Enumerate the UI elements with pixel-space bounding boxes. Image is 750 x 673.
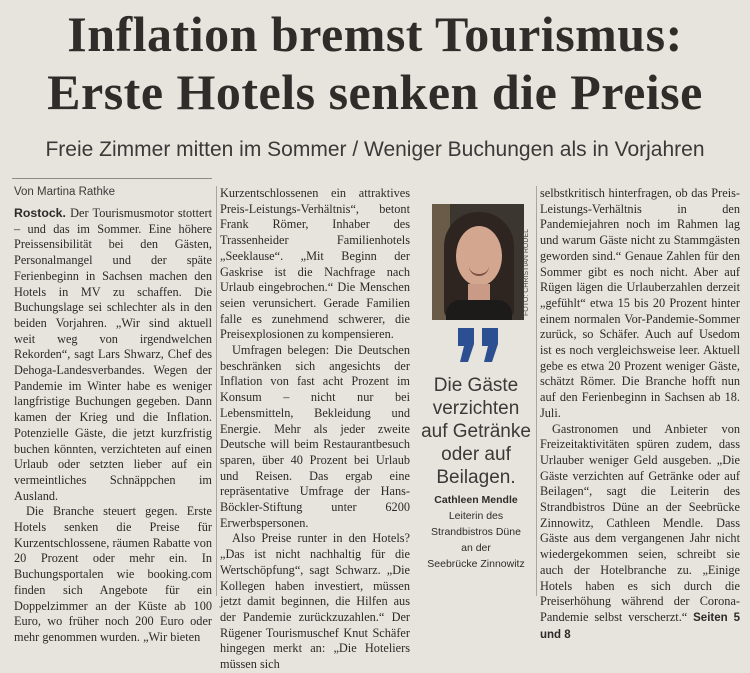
article-paragraph	[540, 422, 740, 644]
portrait-photo	[432, 204, 524, 320]
byline-rule	[12, 178, 212, 179]
byline: Von Martina Rathke	[14, 186, 116, 198]
article-paragraph: selbstkritisch hinterfragen, ob das Preis-Leistungs-Verhältnis in den Pandemiejahren noch im Rahmen lag und warum Gäste nicht zu Stammgästen geworden sind.“ Genaue Zahlen für den Sommer gibt es noch nicht. Aber auf Rügen lägen die Urlauberzahlen derzeit „gefühlt“ etwa 15 bis 20 Prozent hinter einem normalen Vor-Pandemie-Sommer zurück, so Schäfer. Auch auf Usedom ist es noch vergleichsweise leer. Aktuell gebe es etwa 20 Prozent weniger Gäste, schätzt Römer. Die Branche hofft nun auf den Ferienbeginn in Sachsen ab 18. Juli.	[540, 186, 740, 420]
article-text: Gastronomen und Anbieter von Freizeitaktivitäten spüren zudem, dass Urlauber weniger Geld ausgeben. „Die Gäste verzichten auf Getränke oder auf Beilagen“, sagt die Leiterin des Strandbistros Düne an der Seebrücke Zinnowitz, Cathleen Mendle. Dass Gäste aus dem vergangenen Jahr nicht wiedergekommen seien, schreibt sie auch der Hotelbranche zu. „Einige Hotels haben es sich durch die Preiserhöhung während der Corona-Pandemie selbst verscherzt.“	[540, 421, 740, 624]
headline-line-2: Erste Hotels senken die Preise	[47, 64, 703, 120]
headline-line-1: Inflation bremst Tourismus:	[67, 6, 683, 62]
article-paragraph: Die Branche steuert gegen. Erste Hotels senken die Preise für Kurzentschlossene, räumen Rabatte von 20 Prozent oder mehr ein. In Buchungsportalen wie booking.com finden sich Angebote für ein Doppelzimmer an der Küste ab 100 Euro, wo früher noch 200 Euro oder mehr genommen wurden. „Wir bieten	[14, 504, 212, 644]
pullquote-role: Leiterin des Strandbistros Düne an der Seebrücke Zinnowitz	[427, 510, 525, 570]
pullquote-text: Die Gäste verzichten auf Getränke oder auf Beilagen.	[421, 375, 531, 488]
article-paragraph: Also Preise runter in den Hotels? „Das ist nicht nachhaltig für die Wertschöpfung“, sagt Schwarz. „Die Kollegen haben investiert, müssen jetzt damit beginnen, die Hilfen aus der Pandemie zurückzuzahlen.“ Der Rügener Tourismuschef Knut Schäfer hingegen merkt an: „Die Hoteliers müssen sich	[220, 531, 410, 672]
page-reference: Seiten 5 und 8	[540, 611, 741, 641]
article-paragraph: Kurzentschlossenen ein attraktives Preis-Leistungs-Verhältnis“, betont Frank Römer, Inhaber des Trassenheider Familienhotels „Seeklause“. „Mit Beginn der Gaskrise ist die Nachfrage nach Urlaub eingebrochen.“ Die Menschen seien verunsichert. Gerade Familien falle es zunehmend schwerer, die Preisexplosionen zu kompensieren.	[220, 186, 410, 342]
article-column-1	[14, 206, 212, 646]
article-text: Der Tourismusmotor stottert – und das im Sommer. Eine höhere Preissensibilität bei den Gästen, Personalmangel und der späte Ferienbeginn in Sachsen machen den Hotels in MV zu schaffen. Die Buchungslage sei schlechter als in den beiden Vorjahren. „Wir sind aktuell weit weg von irgendwelchen Rekorden“, sagt Lars Shwarz, Chef des Dehoga-Landesverbandes. Wegen der Pandemie im Winter habe es weniger langfristige Buchungen gegeben. Dann kamen der Krieg und die Inflation. Potenzielle Gäste, die jetzt kurzfristig buchen könnten, verzichteten auf einen Urlaub oder setzten lieber auf ein vermeintliches Schnäppchen im Ausland.	[14, 206, 213, 503]
pullquote-name: Cathleen Mendle	[434, 494, 518, 506]
column-divider	[536, 186, 537, 596]
article-paragraph: Umfragen belegen: Die Deutschen beschränken sich angesichts der Inflation von fast acht Prozent im Konsum – nicht nur bei Lebensmitteln, Bekleidung und Energie. Mehr als jeder zweite Deutsche will beim Restaurantbesuch sparen, über 40 Prozent bei Urlaub und Reisen. Das ergab eine repräsentative Umfrage der Hans-Böckler-Stiftung unter 6200 Erwerbspersonen.	[220, 343, 410, 530]
article-paragraph	[14, 206, 212, 504]
column-divider	[216, 186, 217, 596]
subheadline: Freie Zimmer mitten im Sommer / Weniger Buchungen als in Vorjahren	[45, 138, 705, 161]
dateline: Rostock.	[14, 206, 66, 220]
photo-credit: FOTO: CHRISTIAN RÖDEL	[523, 229, 530, 316]
quotation-mark-icon	[454, 326, 504, 366]
article-column-3	[540, 186, 740, 643]
